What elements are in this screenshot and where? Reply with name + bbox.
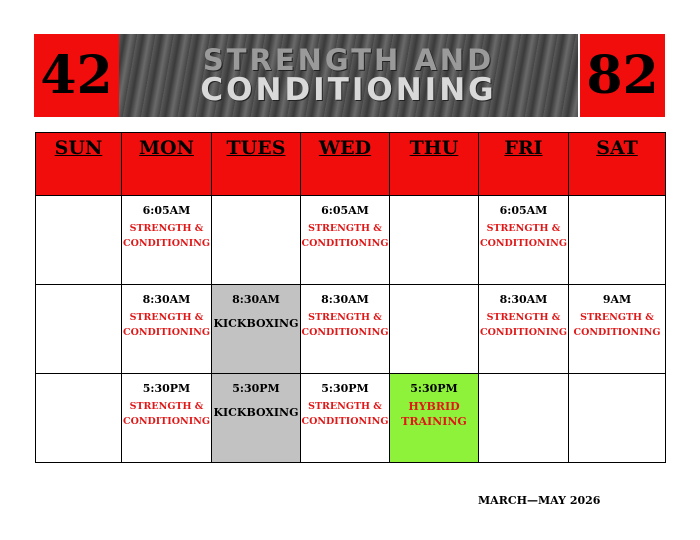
schedule-cell-hybrid [390,374,479,463]
schedule-cell [569,285,666,374]
schedule-cell-empty [36,285,122,374]
class-name: HYBRID TRAINING [401,400,467,428]
day-header-sat: SAT [569,133,666,196]
schedule-cell [122,285,212,374]
class-name: STRENGTH & CONDITIONING [123,223,210,249]
gym-number-right: 82 [580,34,665,117]
schedule-cell-empty [479,374,569,463]
schedule-table [35,132,666,463]
class-name: KICKBOXING [213,406,299,419]
schedule-cell-empty [212,196,301,285]
class-time: 6:05AM [499,204,548,217]
day-header-mon: MON [122,133,212,196]
schedule-cell [301,285,390,374]
class-name: STRENGTH & CONDITIONING [123,312,210,338]
gym-number-left: 42 [34,34,119,117]
schedule-cell-empty [390,285,479,374]
schedule-cell [122,374,212,463]
schedule-cell [301,374,390,463]
day-header-row [36,133,666,196]
class-name: STRENGTH & CONDITIONING [123,401,210,427]
class-time: 5:30PM [321,382,369,395]
title-line-1: STRENGTH AND [202,42,495,77]
class-time: 8:30AM [321,293,369,306]
day-header-fri: FRI [479,133,569,196]
table-row [36,285,666,374]
class-name: STRENGTH & CONDITIONING [573,312,661,338]
class-time: 5:30PM [410,382,458,395]
class-name: STRENGTH & CONDITIONING [480,223,567,249]
day-header-tue: TUES [212,133,301,196]
class-time: 6:05AM [321,204,369,217]
class-time: 8:30AM [232,293,280,306]
schedule-cell-empty [569,196,666,285]
schedule-cell-empty [36,374,122,463]
class-name: STRENGTH & CONDITIONING [480,312,567,338]
class-name: KICKBOXING [213,317,299,330]
class-time: 6:05AM [142,204,191,217]
class-name: STRENGTH & CONDITIONING [301,223,389,249]
schedule-cell [479,196,569,285]
date-range: MARCH—MAY 2026 [478,494,601,507]
class-time: 5:30PM [232,382,280,395]
table-row [36,374,666,463]
day-header-thu: THU [390,133,479,196]
table-row [36,196,666,285]
class-time: 9AM [602,293,632,306]
day-header-sun: SUN [36,133,122,196]
schedule-cell-empty [569,374,666,463]
class-name: STRENGTH & CONDITIONING [301,312,389,338]
class-time: 5:30PM [142,382,191,395]
schedule-cell [301,196,390,285]
schedule-cell-kickboxing [212,374,301,463]
schedule-cell-empty [36,196,122,285]
schedule-cell-empty [390,196,479,285]
day-header-wed: WED [301,133,390,196]
title-banner [119,34,578,117]
class-name: STRENGTH & CONDITIONING [301,401,389,427]
class-time: 8:30AM [499,293,548,306]
schedule-cell-kickboxing [212,285,301,374]
schedule-cell [122,196,212,285]
class-time: 8:30AM [142,293,191,306]
schedule-cell [479,285,569,374]
title-line-2: CONDITIONING [200,71,497,108]
